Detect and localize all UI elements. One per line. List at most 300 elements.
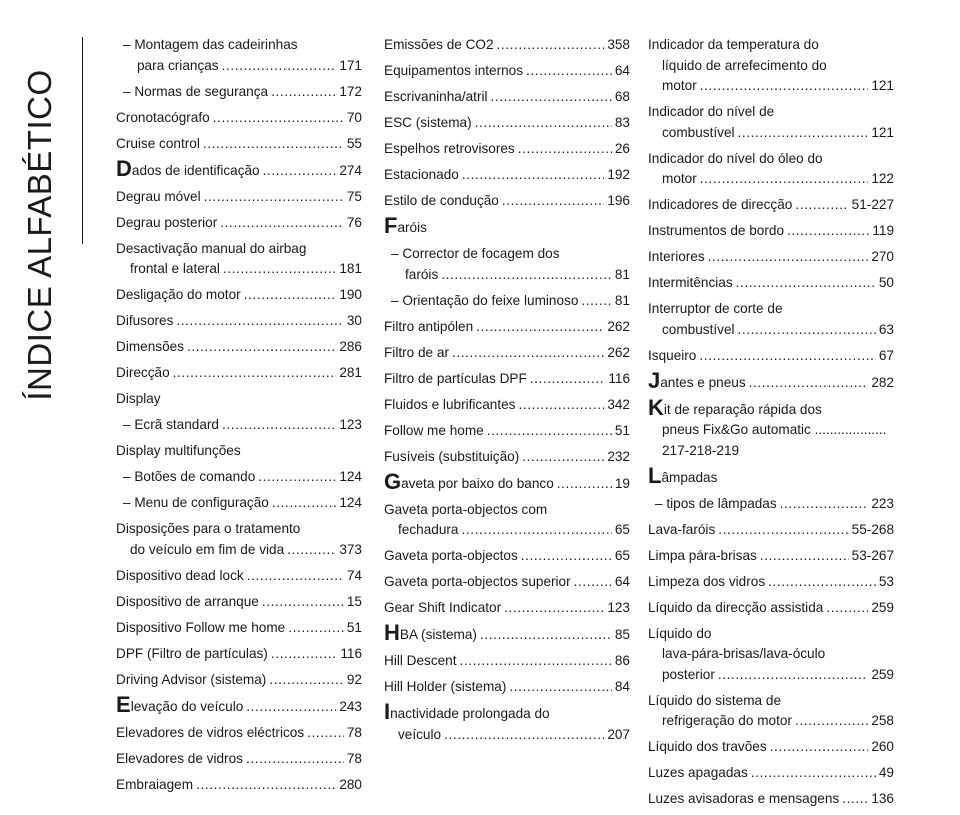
dot-leader	[247, 566, 344, 587]
dot-leader	[509, 677, 612, 698]
dot-leader	[476, 317, 604, 338]
index-entry	[116, 213, 362, 234]
entry-title	[384, 421, 484, 442]
index-entry	[116, 618, 362, 639]
entry-text-line	[123, 35, 362, 56]
page-number: 119	[872, 223, 894, 238]
dot-leader	[272, 493, 336, 514]
dot-leader	[246, 749, 344, 770]
entry-text: Líquido do sistema de	[648, 692, 782, 708]
index-entry	[648, 346, 894, 367]
entry-row	[116, 285, 362, 306]
index-entry	[116, 519, 362, 560]
section-initial-letter: G	[384, 468, 402, 494]
dot-leader	[173, 363, 337, 384]
index-entry	[116, 363, 362, 384]
page-number: 51-227	[851, 197, 894, 212]
entry-title-text: Embraiagem	[116, 776, 194, 792]
entry-title	[116, 134, 200, 155]
index-heading	[116, 441, 362, 462]
page-number: 49	[878, 765, 894, 780]
entry-title	[123, 82, 268, 103]
entry-title	[648, 273, 733, 294]
entry-title	[384, 651, 457, 672]
heading-text: Display multifunções	[116, 443, 241, 458]
dot-leader	[487, 421, 612, 442]
index-entry	[384, 113, 630, 134]
entry-title-text: antes e pneus	[660, 374, 746, 390]
entry-title	[384, 61, 523, 82]
entry-title	[648, 546, 757, 567]
page-number: 50	[878, 275, 894, 290]
entry-title	[116, 213, 217, 234]
entry-title	[405, 265, 438, 286]
entry-title-text: DPF (Filtro de partículas)	[116, 645, 268, 661]
dot-leader	[441, 265, 612, 286]
index-entry	[116, 108, 362, 129]
index-entry	[384, 35, 630, 56]
entry-title-text: frontal e lateral	[130, 261, 220, 276]
section-initial-letter: L	[648, 462, 662, 488]
index-entry	[384, 61, 630, 82]
entry-row	[384, 421, 630, 442]
entry-row	[116, 108, 362, 129]
entry-title-text: levação do veículo	[130, 698, 244, 714]
entry-row	[116, 670, 362, 691]
entry-title-text: do veículo em fim de vida	[130, 541, 285, 557]
index-entry	[116, 467, 362, 488]
index-entry	[116, 415, 362, 436]
dot-leader	[738, 123, 869, 144]
entry-row	[648, 76, 894, 97]
entry-title	[116, 108, 210, 129]
entry-row	[116, 540, 362, 561]
index-entry	[116, 644, 362, 665]
index-entry	[384, 317, 630, 338]
entry-text-line	[648, 691, 894, 712]
entry-text-line	[391, 244, 630, 265]
entry-text-line	[648, 624, 894, 645]
page-number: 74	[346, 567, 362, 583]
entry-text: – Montagem das cadeirinhas	[123, 37, 298, 52]
index-entry	[116, 155, 362, 182]
entry-row	[384, 317, 630, 338]
dot-leader	[826, 598, 868, 619]
entry-title-text: Dispositivo de arranque	[116, 593, 259, 609]
entry-title	[655, 494, 777, 515]
entry-text: Desactivação manual do airbag	[116, 240, 307, 256]
entry-title-text: Driving Advisor (sistema)	[116, 671, 267, 687]
page-number: 81	[614, 266, 630, 282]
index-entry	[648, 546, 894, 567]
entry-text: it de reparação rápida dos	[663, 401, 822, 417]
dot-leader	[497, 35, 605, 56]
entry-row	[648, 789, 894, 810]
page-number: 281	[339, 365, 362, 380]
entry-title	[662, 123, 735, 144]
entry-row	[391, 265, 630, 286]
entry-title	[137, 56, 219, 77]
dot-leader	[444, 725, 604, 746]
entry-title-text: posterior	[662, 666, 715, 682]
entry-title-text: Hill Holder (sistema)	[384, 679, 507, 694]
entry-row	[648, 546, 894, 567]
dot-leader	[223, 259, 336, 280]
dot-leader	[213, 108, 344, 129]
dot-leader	[718, 520, 848, 541]
entry-row	[384, 395, 630, 416]
entry-text-line	[116, 239, 362, 260]
entry-title	[116, 592, 259, 613]
entry-row	[648, 520, 894, 541]
index-entry	[648, 299, 894, 340]
entry-text: – Corrector de focagem dos	[391, 246, 560, 261]
entry-title	[116, 337, 184, 358]
entry-title	[662, 320, 735, 341]
page-number: 373	[339, 541, 362, 557]
entry-title-text: fechadura	[398, 522, 459, 537]
entry-title-text: para crianças	[137, 57, 219, 73]
entry-row	[384, 87, 630, 108]
dot-leader	[263, 161, 337, 182]
page-number: 262	[607, 318, 630, 334]
entry-title	[116, 155, 260, 182]
dot-leader	[462, 165, 604, 186]
entry-text-line	[648, 102, 894, 123]
entry-title-text: aveta por baixo do banco	[401, 475, 554, 491]
page-numbers: 217-218-219	[662, 442, 740, 458]
entry-row	[648, 346, 894, 367]
index-entry	[648, 598, 894, 619]
page-number: 51	[614, 422, 630, 438]
index-entry	[384, 87, 630, 108]
page-number: 51	[346, 619, 362, 635]
index-entry	[384, 546, 630, 567]
entry-title	[116, 363, 170, 384]
entry-row	[648, 195, 894, 216]
entry-text: Interruptor de corte de	[648, 301, 783, 316]
entry-title-text: Intermitências	[648, 275, 733, 290]
index-entry	[384, 651, 630, 672]
section-initial-letter: E	[116, 691, 131, 717]
entry-row	[384, 113, 630, 134]
page-number: 76	[346, 214, 362, 230]
heading-text: aróis	[397, 220, 427, 235]
index-heading	[116, 389, 362, 410]
entry-title	[662, 76, 697, 97]
entry-row	[116, 187, 362, 208]
index-entry	[648, 102, 894, 143]
entry-row	[384, 598, 630, 619]
index-entry	[384, 213, 630, 239]
page-number: 65	[614, 522, 630, 537]
dot-leader	[269, 670, 344, 691]
entry-row	[648, 711, 894, 732]
index-entry	[116, 311, 362, 332]
entry-row	[648, 273, 894, 294]
entry-title	[384, 165, 459, 186]
entry-row	[123, 82, 362, 103]
entry-title	[648, 763, 748, 784]
entry-title-text: Filtro de ar	[384, 344, 449, 360]
page-number: 259	[871, 666, 894, 682]
entry-title-text: refrigeração do motor	[662, 713, 792, 728]
dot-leader	[222, 56, 337, 77]
entry-row	[116, 155, 362, 182]
dot-leader	[795, 195, 848, 216]
index-entry	[648, 494, 894, 515]
dot-leader	[307, 723, 344, 744]
index-entry	[116, 670, 362, 691]
dot-leader	[480, 625, 612, 646]
index-entry	[116, 441, 362, 462]
dot-leader	[736, 273, 876, 294]
index-entry	[384, 165, 630, 186]
section-initial-letter: K	[648, 394, 664, 420]
entry-title	[123, 415, 219, 436]
page-number: 171	[339, 57, 362, 73]
entry-title-text: Instrumentos de bordo	[648, 223, 785, 238]
page-number: 181	[339, 261, 362, 276]
index-entry	[648, 394, 894, 462]
index-entry	[384, 395, 630, 416]
entry-title-text: ESC (sistema)	[384, 115, 472, 130]
index-entry	[648, 462, 894, 489]
page-number: 122	[871, 171, 894, 186]
entry-row	[384, 520, 630, 541]
dot-leader	[708, 247, 869, 268]
entry-title	[116, 618, 285, 639]
index-entry	[648, 273, 894, 294]
page-number: 75	[346, 188, 362, 204]
index-entry	[116, 775, 362, 796]
index-entry	[116, 691, 362, 718]
dot-leader	[271, 82, 336, 103]
entry-title	[384, 35, 494, 56]
index-entry	[116, 134, 362, 155]
dot-leader	[842, 789, 868, 810]
dot-leader	[581, 291, 611, 312]
section-initial-letter: J	[648, 367, 661, 393]
entry-row	[384, 35, 630, 56]
entry-row	[116, 618, 362, 639]
page-number: 232	[607, 448, 630, 464]
index-entry	[384, 421, 630, 442]
dot-leader	[203, 134, 344, 155]
entry-row	[384, 139, 630, 160]
entry-title	[384, 468, 554, 495]
entry-title-text: Gear Shift Indicator	[384, 600, 502, 615]
entry-title	[648, 789, 839, 810]
page-number: 121	[871, 124, 894, 140]
entry-title-text: combustível	[662, 321, 735, 337]
index-entry	[384, 500, 630, 541]
entry-row	[648, 320, 894, 341]
page-number: 15	[346, 593, 362, 609]
page-number: 116	[608, 370, 630, 386]
dot-leader	[760, 546, 849, 567]
entry-title	[116, 691, 244, 718]
index-entry	[648, 737, 894, 758]
entry-text-line	[384, 500, 630, 521]
entry-row	[123, 467, 362, 488]
page-number: 358	[607, 37, 630, 52]
dot-leader	[526, 61, 612, 82]
index-entry	[384, 191, 630, 212]
dot-leader	[518, 395, 604, 416]
dot-leader	[699, 346, 876, 367]
entry-row	[648, 763, 894, 784]
entry-title	[116, 644, 268, 665]
entry-title-text: Líquido da direcção assistida	[648, 599, 824, 615]
entry-title-text: Elevadores de vidros eléctricos	[116, 724, 305, 740]
dot-leader	[246, 697, 336, 718]
section-initial-letter: I	[384, 699, 391, 724]
page-number: 19	[614, 475, 630, 491]
entry-row	[116, 363, 362, 384]
entry-title	[130, 540, 284, 561]
page-number: 78	[346, 750, 362, 766]
index-entry	[648, 149, 894, 190]
entry-text-line	[648, 644, 894, 665]
entry-title	[384, 343, 449, 364]
dot-leader	[271, 644, 337, 665]
entry-row	[648, 221, 894, 242]
page-number: 190	[339, 287, 362, 302]
entry-title-text: – tipos de lâmpadas	[655, 495, 777, 511]
dot-leader	[530, 369, 606, 390]
entry-row	[116, 566, 362, 587]
page-number: 260	[871, 739, 894, 754]
entry-title-text: Lava-faróis	[648, 521, 716, 537]
page-number: 259	[871, 599, 894, 615]
entry-title	[384, 191, 499, 212]
section-initial-letter: F	[384, 213, 398, 238]
dot-leader	[176, 311, 343, 332]
page-number: 262	[607, 344, 630, 360]
entry-title-text: ados de identificação	[131, 162, 260, 178]
page-number: 123	[339, 417, 362, 432]
entry-title	[384, 139, 515, 160]
dot-leader	[768, 572, 876, 593]
index-entry	[116, 389, 362, 410]
page-number: 86	[614, 653, 630, 668]
dot-leader	[244, 285, 337, 306]
entry-row	[648, 572, 894, 593]
entry-row	[384, 343, 630, 364]
entry-title	[384, 598, 501, 619]
entry-row	[384, 572, 630, 593]
dot-leader	[518, 139, 612, 160]
entry-title	[662, 711, 792, 732]
dot-leader	[749, 373, 869, 394]
entry-title-text: Dimensões	[116, 339, 184, 354]
entry-text: Indicador do nível de	[648, 104, 775, 119]
index-entry	[648, 221, 894, 242]
entry-row	[384, 620, 630, 646]
entry-title-text: Indicadores de direcção	[648, 197, 793, 212]
index-entry	[116, 592, 362, 613]
entry-title-text: Cronotacógrafo	[116, 109, 210, 125]
entry-text-line	[648, 35, 894, 56]
index-entry	[384, 572, 630, 593]
entry-title-text: Cruise control	[116, 135, 200, 151]
entry-text-line	[648, 149, 894, 170]
entry-row	[384, 165, 630, 186]
dot-leader	[718, 665, 868, 686]
entry-title-text: – Normas de segurança	[123, 83, 269, 99]
page-number: 116	[340, 645, 362, 661]
entry-title	[648, 367, 746, 394]
index-title-text: ÍNDICE ALFABÉTICO	[21, 69, 58, 401]
index-entry	[384, 699, 630, 745]
entry-row	[116, 213, 362, 234]
entry-row	[116, 134, 362, 155]
index-entry	[116, 187, 362, 208]
page-number: 282	[871, 374, 894, 390]
entry-text: Indicador da temperatura do	[648, 37, 819, 52]
page-number: 280	[339, 776, 362, 792]
entry-title	[116, 187, 201, 208]
page-number: 342	[607, 396, 630, 412]
section-initial-letter: D	[116, 155, 132, 181]
index-entry	[648, 195, 894, 216]
entry-title-text: Emissões de CO2	[384, 37, 494, 52]
dot-leader	[491, 87, 612, 108]
entry-row	[116, 775, 362, 796]
entry-row	[384, 468, 630, 495]
entry-title	[384, 546, 518, 567]
entry-row	[116, 749, 362, 770]
index-entry	[648, 520, 894, 541]
entry-title	[384, 395, 515, 416]
index-entry	[384, 291, 630, 312]
index-entry	[648, 367, 894, 394]
entry-title	[648, 572, 765, 593]
dot-leader	[738, 320, 876, 341]
entry-text-line	[648, 420, 894, 441]
dot-leader	[574, 572, 612, 593]
entry-text-line	[648, 441, 894, 462]
entry-title-text: – Orientação do feixe luminoso	[391, 292, 579, 308]
entry-title	[384, 113, 472, 134]
entry-row	[648, 367, 894, 394]
page-number: 192	[607, 167, 630, 182]
index-entry	[648, 624, 894, 686]
page-number: 136	[871, 791, 894, 806]
dot-leader	[504, 598, 604, 619]
dot-leader	[288, 618, 344, 639]
entry-title-text: Filtro de partículas DPF	[384, 370, 527, 386]
index-entry	[648, 763, 894, 784]
index-entry	[116, 35, 362, 76]
entry-text: lava-pára-brisas/lava-óculo	[662, 646, 826, 661]
entry-title-text: Líquido dos travões	[648, 739, 767, 754]
entry-row	[648, 169, 894, 190]
entry-title	[648, 520, 715, 541]
entry-title-text: – Ecrã standard	[123, 417, 219, 432]
page-number: 123	[607, 600, 630, 615]
entry-row	[116, 592, 362, 613]
page-number: 85	[614, 627, 630, 642]
entry-title-text: Luzes avisadoras e mensagens	[648, 791, 840, 806]
dot-leader	[502, 191, 604, 212]
entry-title-text: combustível	[662, 124, 735, 140]
entry-title-text: Espelhos retrovisores	[384, 141, 515, 156]
entry-row	[648, 247, 894, 268]
entry-title-text: Dispositivo Follow me home	[116, 619, 286, 635]
entry-row	[384, 725, 630, 746]
